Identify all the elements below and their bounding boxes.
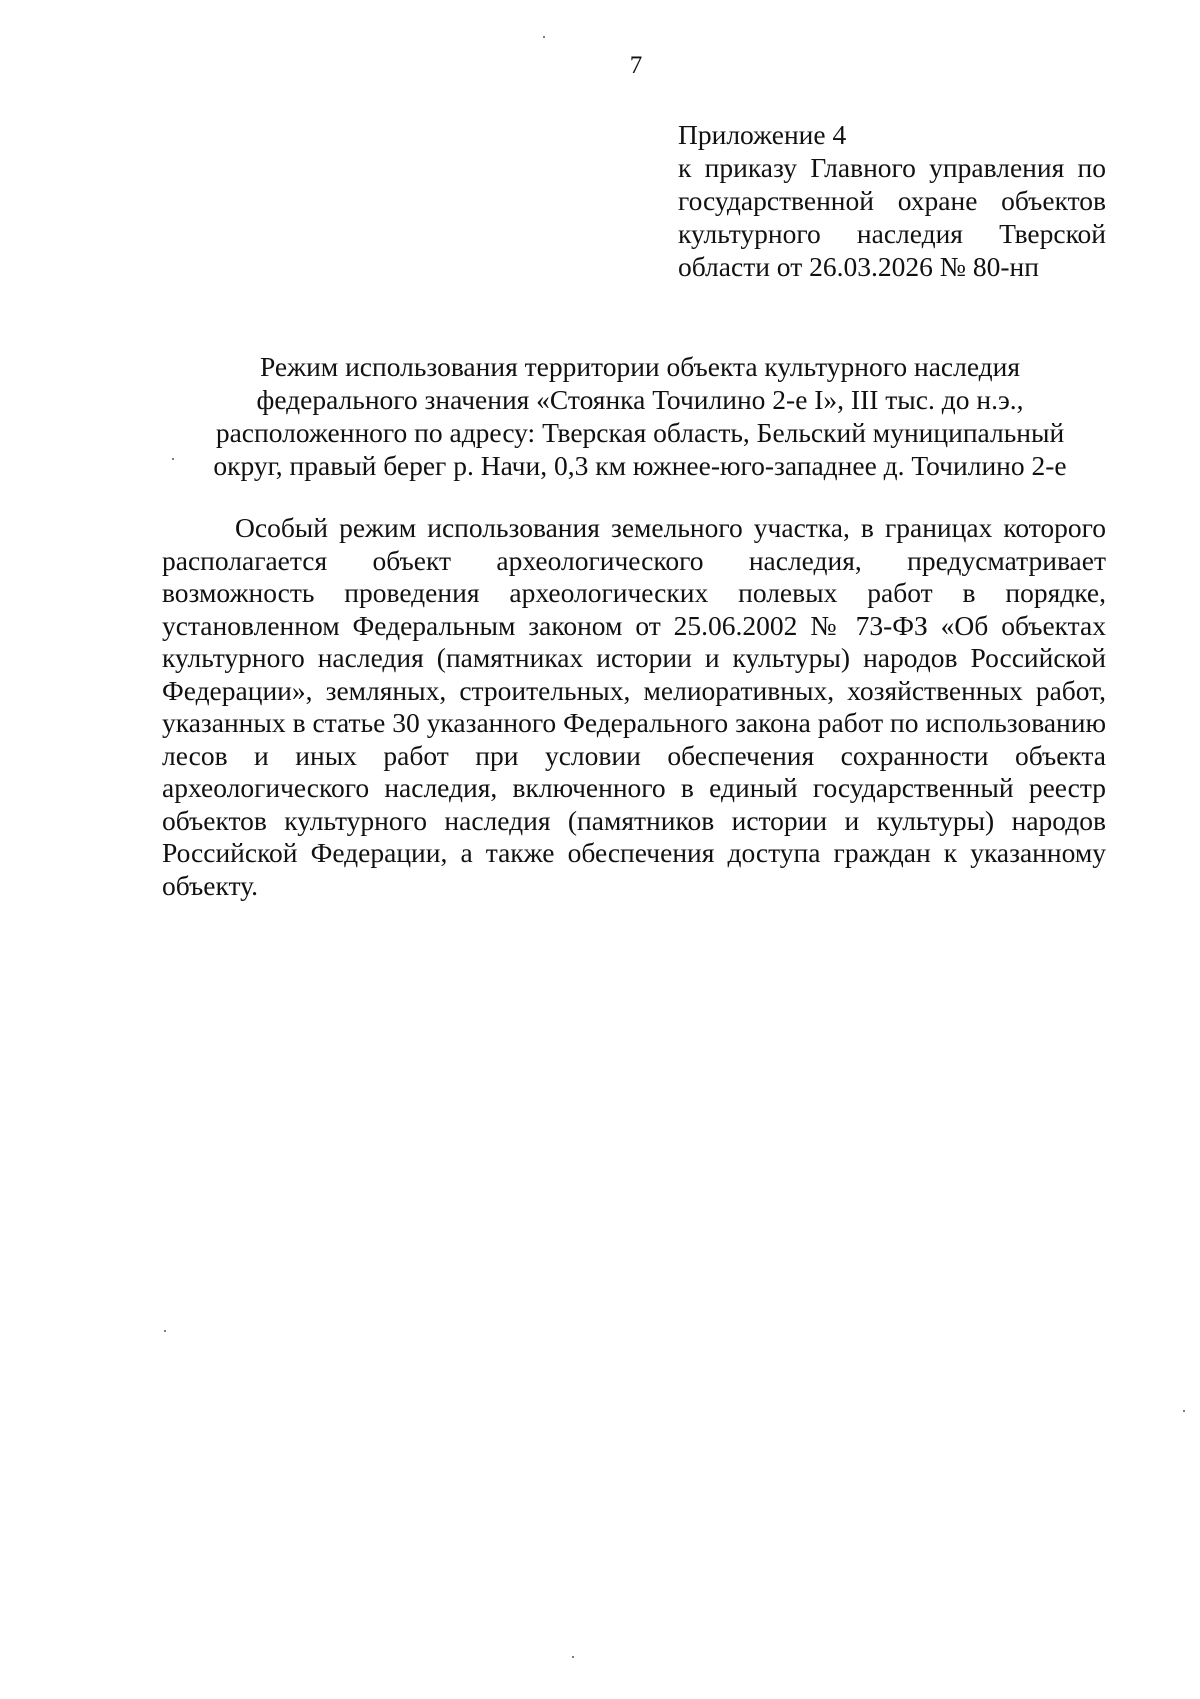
title-line: федерального значения «Стоянка Точилино 2-е I», III тыс. до н.э., xyxy=(256,384,1024,415)
appendix-title: Приложение 4 xyxy=(678,119,847,150)
title-line: округ, правый берег р. Начи, 0,3 км южнее-юго-западнее д. Точилино 2-е xyxy=(213,450,1067,481)
scan-speck xyxy=(572,1656,574,1658)
scan-speck xyxy=(172,458,174,460)
scan-speck xyxy=(164,1330,166,1332)
main-paragraph: Особый режим использования земельного участка, в границах которого располагается объект археологического наследия, предусматривает возможность проведения археологических полевых работ в порядке, установленном Федеральным законом от 25.06.2002 № 73-ФЗ «Об объектах культурного наследия (памятниках истории и культуры) народов Российской Федерации», земляных, строительных, мелиоративных, хозяйственных работ, указанных в статье 30 указанного Федерального закона работ по использованию лесов и иных работ при условии обеспечения сохранности объекта археологического наследия, включенного в единый государственный реестр объектов культурного наследия (памятников истории и культуры) народов Российской Федерации, а также обеспечения доступа граждан к указанному объекту. xyxy=(162,512,1106,901)
title-line: расположенного по адресу: Тверская область, Бельский муниципальный xyxy=(215,417,1065,448)
appendix-reference: к приказу Главного управления по государственной охране объектов культурного наследия Тверской области от 26.03.2026 № 80-нп xyxy=(678,152,1106,282)
appendix-block xyxy=(678,118,1106,283)
scan-speck xyxy=(543,36,545,38)
page-number: 7 xyxy=(629,52,643,79)
title-line: Режим использования территории объекта культурного наследия xyxy=(259,351,1021,382)
document-title xyxy=(160,350,1120,482)
scan-speck xyxy=(1183,1410,1185,1412)
